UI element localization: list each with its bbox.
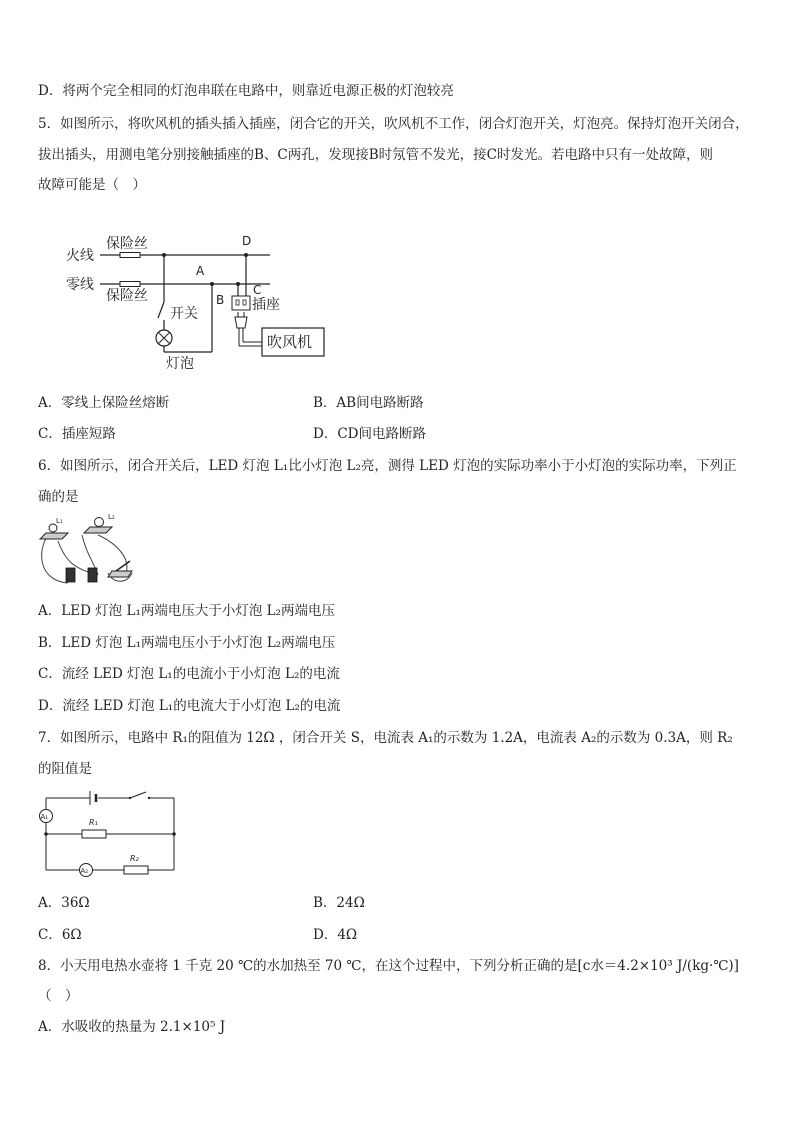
r1-label: R₁ — [89, 818, 98, 827]
socket-label: 插座 — [252, 297, 280, 313]
r1-resistor-icon — [82, 830, 106, 838]
point-a-label: A — [196, 264, 205, 278]
point-d-label: D — [242, 234, 252, 248]
point-b-label: B — [216, 293, 225, 307]
q6-circuit-photo — [36, 513, 146, 593]
l1-label: L₁ — [56, 517, 63, 525]
q6-stem-line1: 6．如图所示，闭合开关后，LED 灯泡 L₁比小灯泡 L₂亮，测得 LED 灯泡的实际功率小于小灯泡的实际功率，下列正 — [38, 458, 737, 474]
q8-option-a: A．水吸收的热量为 2.1×10⁵ J — [38, 1019, 226, 1035]
q7-option-a: A．36Ω — [38, 895, 90, 911]
r2-resistor-icon — [124, 866, 148, 874]
point-c-label: C — [253, 283, 262, 297]
q7-option-c: C．6Ω — [38, 927, 82, 943]
q7-stem-line1: 7．如图所示，电路中 R₁的阻值为 12Ω ，闭合开关 S，电流表 A₁的示数为 1.2A，电流表 A₂的示数为 0.3A，则 R₂ — [38, 730, 733, 746]
q5-option-a: A．零线上保险丝熔断 — [38, 395, 170, 411]
fuse-neutral-label: 保险丝 — [106, 288, 148, 304]
q7-option-d: D．4Ω — [313, 927, 358, 943]
q6-option-a: A．LED 灯泡 L₁两端电压大于小灯泡 L₂两端电压 — [38, 603, 336, 619]
q5-option-d: D．CD间电路断路 — [313, 426, 426, 442]
q5-stem-line2: 拔出插头，用测电笔分别接触插座的B、C两孔，发现接B时氖管不发光，接C时发光。若电路中只有一处故障，则 — [38, 147, 713, 163]
live-wire-label: 火线 — [66, 248, 94, 264]
battery-icon-2 — [88, 568, 97, 582]
plug-icon — [235, 317, 247, 328]
hair-dryer-label: 吹风机 — [267, 333, 313, 351]
fuse-live-icon — [120, 253, 140, 258]
q6-stem-line2: 确的是 — [38, 489, 79, 505]
l2-base-icon — [84, 527, 112, 533]
socket-icon — [232, 296, 250, 310]
switch-label: 开关 — [170, 306, 198, 322]
switch-icon — [108, 571, 132, 577]
q7-stem-line2: 的阻值是 — [38, 761, 92, 777]
battery-icon — [66, 568, 75, 582]
a1-label: A₁ — [40, 813, 49, 821]
l1-base-icon — [40, 533, 68, 539]
fuse-live-label: 保险丝 — [106, 236, 148, 252]
q5-option-c: C．插座短路 — [38, 426, 116, 442]
q6-option-b: B．LED 灯泡 L₁两端电压小于小灯泡 L₂两端电压 — [38, 635, 336, 651]
q5-option-b: B．AB间电路断路 — [313, 395, 424, 411]
a2-label: A₂ — [80, 867, 89, 875]
q7-circuit-diagram — [34, 788, 184, 883]
l1-bulb-icon — [49, 524, 57, 532]
neutral-wire-label: 零线 — [66, 277, 94, 293]
r2-label: R₂ — [130, 854, 139, 863]
q5-stem-line1: 5．如图所示，将吹风机的插头插入插座，闭合它的开关，吹风机不工作，闭合灯泡开关，灯泡亮。保持灯泡开关闭合， — [38, 116, 749, 132]
switch-icon — [130, 792, 146, 798]
l2-label: L₂ — [108, 513, 115, 521]
q5-circuit-diagram — [60, 228, 340, 378]
q6-option-c: C．流经 LED 灯泡 L₁的电流小于小灯泡 L₂的电流 — [38, 666, 340, 682]
q5-stem-line3: 故障可能是（ ） — [38, 177, 146, 193]
q8-stem-line1: 8．小天用电热水壶将 1 千克 20 ℃的水加热至 70 ℃，在这个过程中，下列分析正确的是[c水＝4.2×10³ J/(kg·℃)] — [38, 958, 739, 974]
q6-option-d: D．流经 LED 灯泡 L₁的电流大于小灯泡 L₂的电流 — [38, 698, 341, 714]
l2-bulb-icon — [95, 518, 104, 527]
lamp-label: 灯泡 — [166, 356, 194, 372]
q4-option-d: D．将两个完全相同的灯泡串联在电路中，则靠近电源正极的灯泡较亮 — [38, 83, 454, 99]
q8-stem-line2: （ ） — [38, 988, 79, 1004]
q7-option-b: B．24Ω — [313, 895, 365, 911]
fuse-neutral-icon — [120, 282, 140, 287]
